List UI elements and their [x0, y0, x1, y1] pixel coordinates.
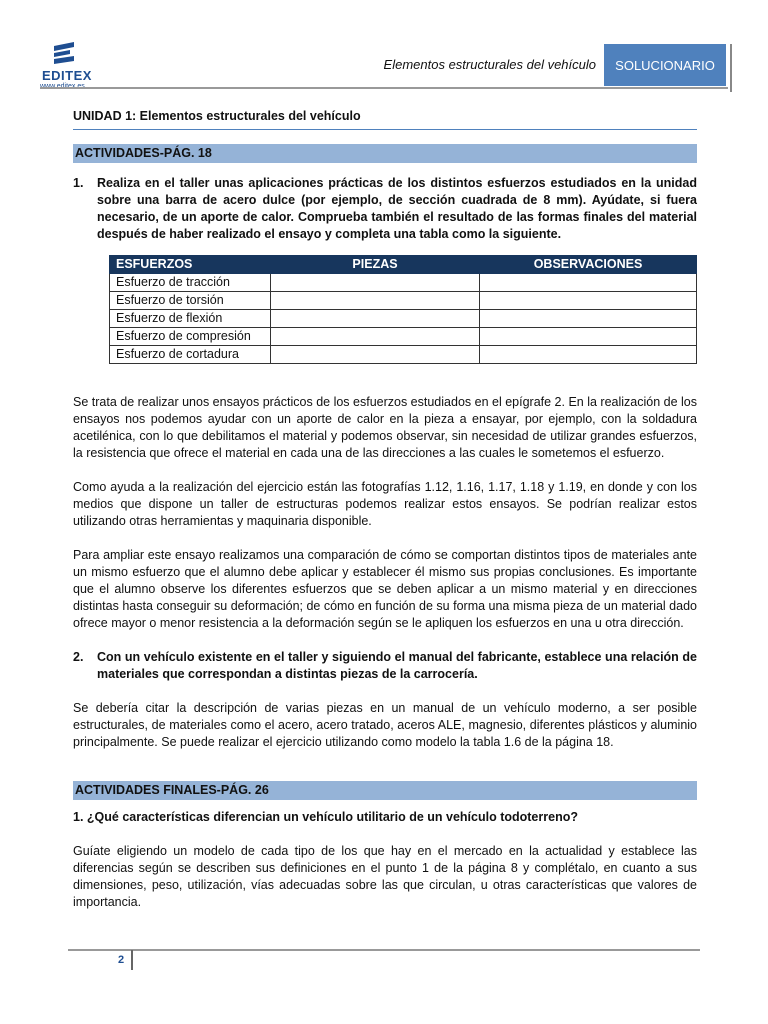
answer-paragraph-2: Como ayuda a la realización del ejercicio están las fotografías 1.12, 1.16, 1.17, 1.18 y 1.19, en donde y con los medios que dispone un taller de estructuras podemos realizar estos ensayos. Se podrían realizar estos utilizando otras herramientas y maquinaria disponible.	[73, 480, 697, 528]
table-cell-piezas	[271, 328, 480, 346]
question-1-text: Realiza en el taller unas aplicaciones prácticas de los distintos esfuerzos estudiados en la unidad sobre una barra de acero dulce (por ejemplo, de sección cuadrada de 8 mm). Ayúdate, si fuera necesario, de un aporte de calor. Comprueba también el resultado de las formas finales del material después de haber realizado el ensayo y completa una tabla como la siguiente.	[97, 176, 697, 241]
table-cell-piezas	[271, 274, 480, 292]
table-cell-observaciones	[480, 310, 697, 328]
header-vertical-divider	[730, 44, 732, 92]
table-header-esfuerzos: ESFUERZOS	[110, 256, 271, 274]
table-row	[110, 274, 697, 292]
section-heading-actividades: ACTIVIDADES-PÁG. 18	[73, 144, 697, 163]
table-cell-observaciones	[480, 346, 697, 364]
table-header-piezas: PIEZAS	[271, 256, 480, 274]
answer-paragraph-4: Se debería citar la descripción de varias piezas en un manual de un vehículo moderno, a ser posible estructurales, de materiales como el acero, acero tratado, aceros ALE, magnesio, diferentes plásticos y aluminio principalmente. Se puede realizar el ejercicio utilizando como modelo la tabla 1.6 de la página 18.	[73, 701, 697, 749]
header-title: Elementos estructurales del vehículo	[383, 57, 596, 72]
table-row	[110, 310, 697, 328]
page-content	[73, 108, 697, 911]
esfuerzos-table	[109, 255, 697, 364]
question-2	[73, 649, 697, 683]
footer-divider	[68, 949, 700, 951]
solucionario-badge: SOLUCIONARIO	[604, 44, 726, 86]
table-cell-esfuerzo: Esfuerzo de flexión	[110, 310, 271, 328]
table-cell-esfuerzo: Esfuerzo de tracción	[110, 274, 271, 292]
table-cell-piezas	[271, 310, 480, 328]
final-question-1: 1. ¿Qué características diferencian un vehículo utilitario de un vehículo todoterreno?	[73, 810, 578, 824]
question-1	[73, 175, 697, 243]
table-row	[110, 292, 697, 310]
table-cell-piezas	[271, 292, 480, 310]
table-header-row	[110, 256, 697, 274]
footer-vertical-divider	[131, 950, 133, 970]
table-cell-observaciones	[480, 274, 697, 292]
table-cell-esfuerzo: Esfuerzo de compresión	[110, 328, 271, 346]
unit-title: UNIDAD 1: Elementos estructurales del vehículo	[73, 108, 697, 130]
answer-paragraph-1: Se trata de realizar unos ensayos prácticos de los esfuerzos estudiados en el epígrafe 2. En la realización de los ensayos nos podemos ayudar con un aporte de calor en la pieza a ensayar, por ejemplo, con la soldadura acetilénica, con lo que debilitamos el material y podemos observar, sin necesidad de utilizar grandes esfuerzos, la resistencia que ofrece el material en cada una de las direcciones a las cuales le sometemos el esfuerzo.	[73, 395, 697, 460]
table-cell-esfuerzo: Esfuerzo de cortadura	[110, 346, 271, 364]
answer-paragraph-3: Para ampliar este ensayo realizamos una comparación de cómo se comportan distintos tipos de materiales ante un mismo esfuerzo que el alumno debe aplicar y establecer él mismo sus propias conclusiones. Es importante que el alumno observe los diferentes esfuerzos que se deben aplicar a un mismo material y en direcciones distintas hasta conseguir su deformación; de cómo en función de su forma una misma pieza de un material dado ofrece mayor o menor resistencia a la deformación según se le apliquen los esfuerzos en una u otra dirección.	[73, 548, 697, 630]
table-cell-piezas	[271, 346, 480, 364]
page-number: 2	[118, 954, 125, 966]
logo-text: EDITEX	[42, 68, 92, 83]
table-row	[110, 346, 697, 364]
answer-paragraph-5: Guíate eligiendo un modelo de cada tipo de los que hay en el mercado en la actualidad y establece las diferencias según se describen sus definiciones en el punto 1 de la página 8 y complétalo, en cuanto a sus dimensiones, peso, utilización, vías adecuadas sobre las que circulan, u otras características que valores de importancia.	[73, 844, 697, 909]
table-cell-observaciones	[480, 328, 697, 346]
table-row	[110, 328, 697, 346]
table-header-observaciones: OBSERVACIONES	[480, 256, 697, 274]
question-2-number: 2.	[73, 650, 84, 664]
table-cell-esfuerzo: Esfuerzo de torsión	[110, 292, 271, 310]
section-heading-actividades-finales: ACTIVIDADES FINALES-PÁG. 26	[73, 781, 697, 800]
table-cell-observaciones	[480, 292, 697, 310]
question-1-number: 1.	[73, 176, 84, 190]
header-divider	[40, 87, 728, 89]
question-2-text: Con un vehículo existente en el taller y siguiendo el manual del fabricante, establece una relación de materiales que correspondan a distintas piezas de la carrocería.	[97, 650, 697, 681]
